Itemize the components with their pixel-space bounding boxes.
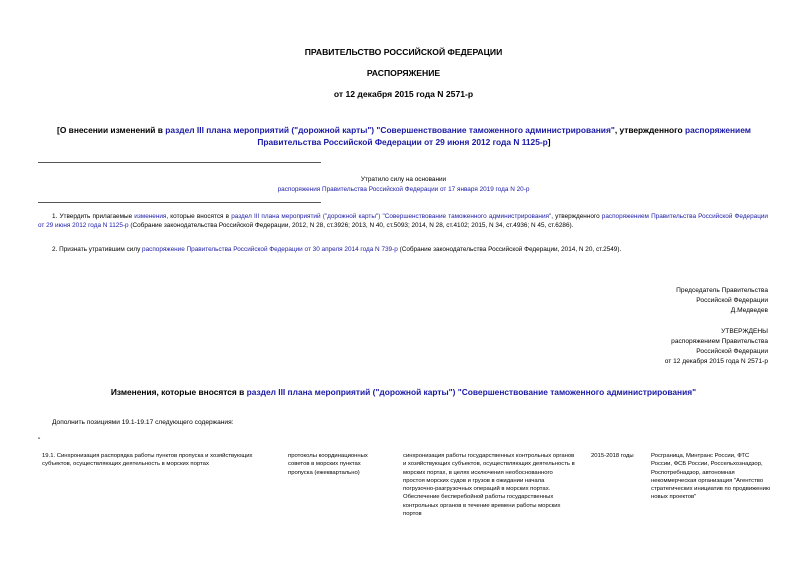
void-notice-line: Утратило силу на основании	[360, 176, 447, 183]
signature-line: Председатель Правительства	[676, 287, 768, 294]
order-link[interactable]: распоряжением Правительства Российской Федерации от 29 июня 2012 года N 1125-р	[38, 213, 769, 229]
void-notice-link[interactable]: распоряжения Правительства Российской Федерации от 17 января 2019 года N 20-р	[277, 186, 530, 193]
changes-title	[0, 387, 807, 397]
paragraph-2	[38, 245, 768, 254]
approved-line: распоряжением Правительства	[671, 338, 768, 345]
title-link-order[interactable]: Правительства Российской Федерации от 29 июня 2012 года N 1125-р	[257, 137, 548, 147]
signature-line: Российской Федерации	[696, 297, 768, 304]
divider	[38, 202, 321, 203]
paragraph-text: 1. Утвердить прилагаемые	[52, 213, 135, 220]
changes-link[interactable]: изменения	[134, 213, 167, 220]
table-cell-position: 19.1. Синхронизация распорядка работы пунктов пропуска и хозяйствующих субъектов, осуществляющих деятельность в морских портах	[42, 453, 253, 468]
table-cell-responsible: Росграница, Минтранс России, ФТС России, ФСБ России, Россельхознадзор, Роспотребнадзор, автономная некоммерческая организация "Агентство стратегических инициатив по продвижению новых проектов"	[651, 453, 771, 501]
government-heading: ПРАВИТЕЛЬСТВО РОССИЙСКОЙ ФЕДЕРАЦИИ	[304, 47, 503, 57]
title-text: [О внесении изменений в	[57, 125, 166, 135]
divider	[38, 162, 321, 163]
paragraph-text: , утвержденного	[551, 213, 602, 220]
document-type: РАСПОРЯЖЕНИЕ	[366, 68, 441, 78]
approved-line: от 12 декабря 2015 года N 2571-р	[664, 358, 768, 365]
table-cell-result: протоколы координационных советов в морских пунктах пропуска (ежеквартально)	[288, 453, 368, 476]
paragraph-text: 2. Признать утратившим силу	[52, 246, 143, 253]
document-title	[30, 124, 778, 148]
paragraph-1	[38, 212, 768, 230]
paragraph-text: (Собрание законодательства Российской Федерации, 2014, N 20, ст.2549).	[397, 246, 622, 253]
document-date-number: от 12 декабря 2015 года N 2571-р	[333, 89, 474, 99]
signature-name: Д.Медведев	[730, 307, 768, 314]
title-link-section[interactable]: раздел III плана мероприятий ("дорожной карты") "Совершенствование таможенного администрирования"	[165, 125, 615, 135]
approved-line: Российской Федерации	[696, 348, 768, 355]
quote-mark: "	[38, 437, 41, 444]
table-cell-description: синхронизация работы государственных контрольных органов и хозяйствующих субъектов, осуществляющих деятельность в морских портах, в целях исключения необоснованного простоя морских судов и грузов в ожидании начала погрузочно-разгрузочных операций в морских портах. Обеспечение бесперебойной работы государственных контрольных органов в течение времени работы морских портов	[403, 453, 575, 518]
approved-line: УТВЕРЖДЕНЫ	[721, 328, 768, 335]
title-link-order[interactable]: распоряжением	[685, 125, 751, 135]
changes-title-link[interactable]: раздел III плана мероприятий ("дорожной карты") "Совершенствование таможенного администрирования"	[246, 387, 697, 397]
supplement-text: Дополнить позициями 19.1-19.17 следующего содержания:	[52, 419, 234, 426]
section-link[interactable]: раздел III плана мероприятий ("дорожной карты") "Совершенствование таможенного администрирования"	[231, 213, 552, 220]
paragraph-text: , которые вносятся в	[166, 213, 232, 220]
changes-title-text: Изменения, которые вносятся в	[110, 387, 247, 397]
title-text: ]	[547, 137, 551, 147]
title-text: , утвержденного	[614, 125, 685, 135]
table-cell-period: 2015-2018 годы	[591, 453, 634, 459]
paragraph-text: (Собрание законодательства Российской Федерации, 2012, N 28, ст.3926; 2013, N 40, ст.5093; 2014, N 28, ст.4102; 2015, N 34, ст.4936; N 45, ст.6286).	[128, 222, 574, 229]
repealed-order-link[interactable]: распоряжение Правительства Российской Федерации от 30 апреля 2014 года N 739-р	[142, 246, 398, 253]
